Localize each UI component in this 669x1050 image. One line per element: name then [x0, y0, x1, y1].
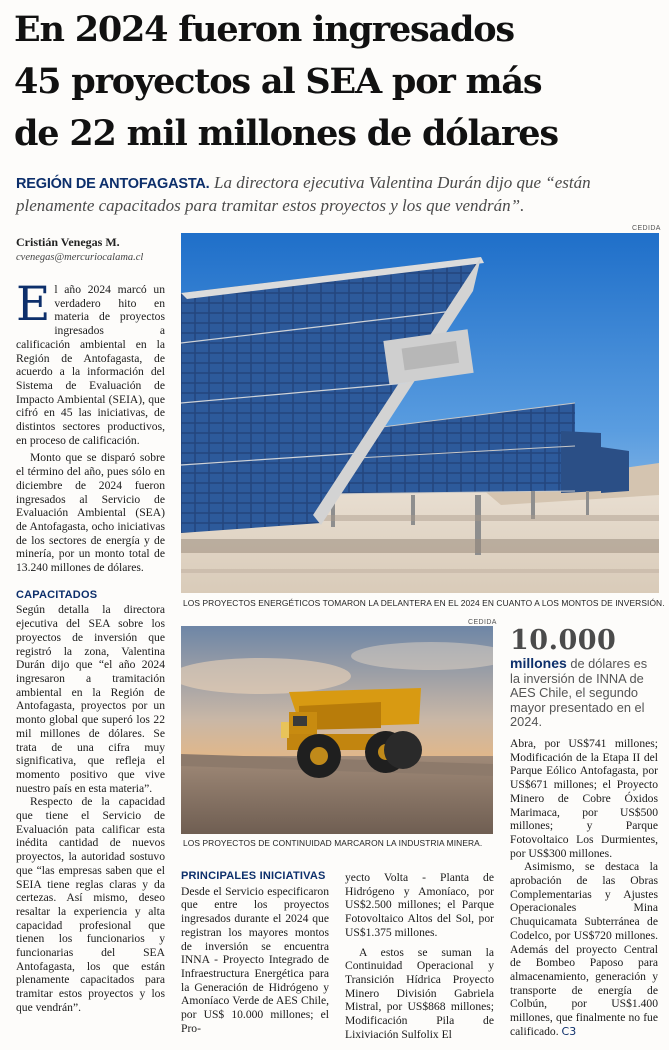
photo-caption-2: LOS PROYECTOS DE CONTINUIDAD MARCARON LA INDUSTRIA MINERA. [183, 838, 483, 848]
headline-line-1: En 2024 fueron ingresados [14, 9, 514, 50]
paragraph-5: Desde el Servicio especificaron que entre los proyectos ingresados durante el 2024 que registran los mayores montos de inversión se encuentra INNA - Proyecto Integrado de Infraestructura Energética para la Generación de Hidrógeno y Amoníaco Verde de AES Chile, por US$ 10.000 millones; el Pro- [181, 884, 329, 1035]
highlight-text [510, 656, 660, 730]
paragraph-7: A estos se suman la Continuidad Operacional y Transición Hídrica Proyecto Minero División Gabriela Mistral, por US$868 millones; Modificación Pila de Lixiviación Sulfolix El [345, 945, 494, 1041]
paragraph-8: Abra, por US$741 millones; Modificación de la Etapa II del Parque Eólico Antofagasta, por US$671 millones; el Proyecto Minero de Cobre Óxidos Marimaca, por US$500 millones; y Parque Fotovoltaico Los Durmientes, por US$300 millones. [510, 737, 658, 860]
paragraph-9-text: Asimismo, se destaca la aprobación de las Obras Complementarias y Ajustes Operacionales Mina Chuquicamata Subterránea de Codelco, por US$720 millones. Además del proyecto Central de Bombeo Paposo para almacenamiento, generación y transporte de energía de Colbún, por US$1.400 millones, que finalmente no fue calificado. [510, 860, 658, 1038]
lead-region: REGIÓN DE ANTOFAGASTA. [16, 176, 210, 192]
headline [14, 4, 664, 160]
end-mark-icon: C3 [561, 1024, 577, 1038]
byline [16, 234, 143, 266]
headline-line-3: de 22 mil millones de dólares [14, 113, 558, 154]
mining-truck-photo [181, 626, 493, 834]
solar-panels-photo [181, 233, 659, 593]
photo-credit-2: CEDIDA [468, 619, 497, 626]
byline-author: Cristián Venegas M. [16, 235, 120, 249]
photo-caption-1: LOS PROYECTOS ENERGÉTICOS TOMARON LA DELANTERA EN EL 2024 EN CUANTO A LOS MONTOS DE INVERSIÓN. [183, 598, 665, 608]
highlight-description: de dólares es la inversión de INNA de AES Chile, el segundo mayor presentado en el 2024. [510, 656, 648, 729]
byline-email[interactable]: cvenegas@mercuriocalama.cl [16, 252, 144, 263]
lead-paragraph [16, 172, 656, 216]
paragraph-6: yecto Volta - Planta de Hidrógeno y Amoníaco, por US$2.500 millones; el Parque Fotovoltaico Altos del Sol, por US$1.375 millones. [345, 871, 494, 939]
paragraph-1 [16, 277, 165, 447]
subheading-principales-iniciativas: PRINCIPALES INICIATIVAS [181, 870, 326, 882]
lead-quote: La directora ejecutiva Valentina Durán dijo que “están plenamente capacitados para tramitar estos proyectos y los que vendrán”. [16, 173, 591, 215]
article-column-4 [510, 737, 658, 1038]
article-column-1 [16, 277, 165, 1015]
headline-line-2: 45 proyectos al SEA por más [14, 61, 542, 102]
photo-credit-1: CEDIDA [632, 225, 661, 232]
highlight-unit: millones [510, 655, 567, 671]
highlight-stat [510, 626, 660, 730]
paragraph-4: Respecto de la capacidad que tiene el Servicio de Evaluación pata calificar esta inédita cantidad de nuevos proyectos, la autoridad sostuvo que “las empresas saben que el SEIA tiene reglas claras y da certezas. Así mismo, deseo resaltar la experiencia y alta capacidad profesional que tienen los funcionarios y funcionarias del SEA Antofagasta, los que están plenamente capacitados para tramitar estos proyectos y los que vendrán”. [16, 795, 165, 1014]
subheading-capacitados: CAPACITADOS [16, 588, 98, 601]
article-column-2 [181, 870, 329, 1035]
highlight-number: 10.000 [510, 625, 617, 656]
article-column-3 [345, 871, 494, 1041]
drop-cap: E [16, 277, 51, 332]
paragraph-1-text: l año 2024 marcó un verdadero hito en materia de proyectos ingresados a calificación ambiental en la Región de Antofagasta, de acuerdo a la información del Sistema de Evaluación de Impacto Ambiental (SEIA), que cifró en 45 las iniciativas, de distintos sectores productivos, en proceso de calificación. [16, 283, 165, 447]
paragraph-9 [510, 860, 658, 1038]
paragraph-3: Según detalla la directora ejecutiva del SEA sobre los proyectos de inversión que registró la zona, Valentina Durán dijo que “el año 2024 ingresaron a tramitación ambiental en la Región de Antofagasta, proyectos por un monto global que superó los 22 mil millones de dólares. Se trata de una cifra muy significativa, que refleja el momento positivo que vive nuestro país en esta materia”. [16, 603, 165, 795]
paragraph-2: Monto que se disparó sobre el término del año, pues sólo en diciembre de 2024 fueron ingresados al Servicio de Evaluación Ambiental (SEA) de Antofagasta, ocho iniciativas de los sectores de energía y de minería, por un monto total de 13.240 millones de dólares. [16, 451, 165, 575]
